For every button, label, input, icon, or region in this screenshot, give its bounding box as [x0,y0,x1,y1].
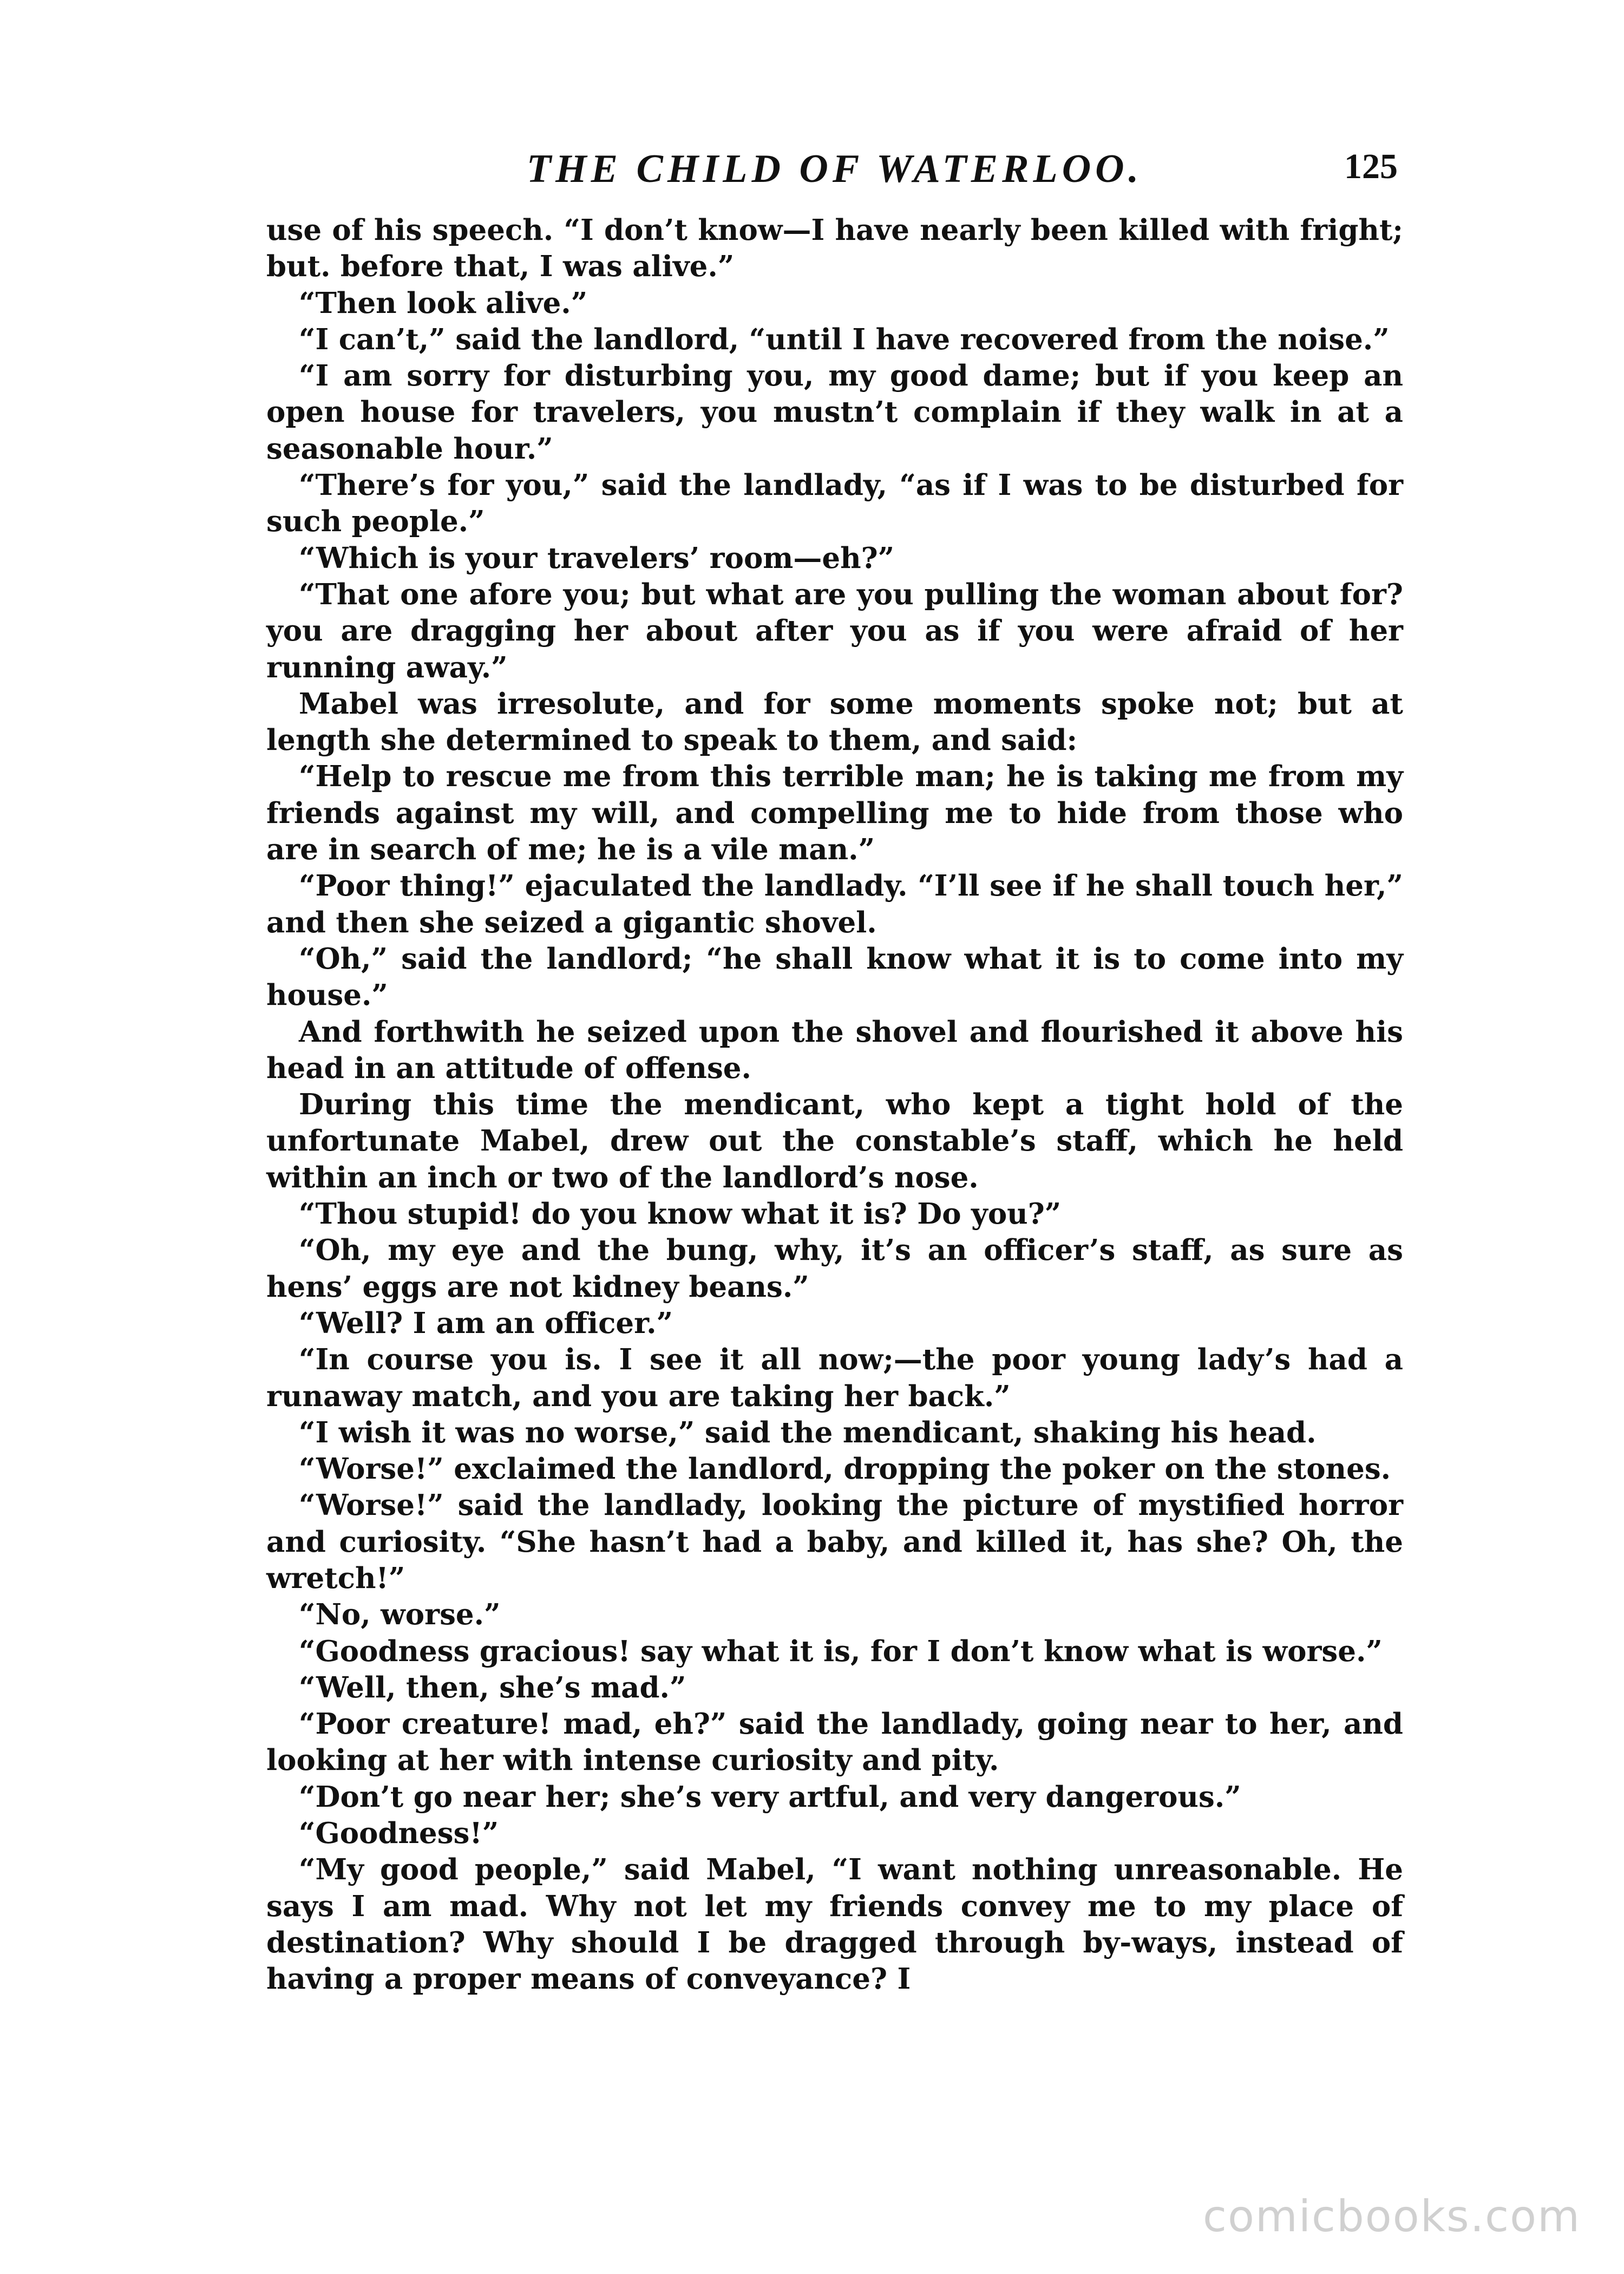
paragraph: “No, worse.” [299,1598,501,1632]
book-page [266,146,1403,2149]
page-number: 125 [1344,147,1398,186]
paragraph: “In course you is. I see it all now;—the poor young lady’s had a runaway match, and you are taking her back.” [266,1343,1403,1413]
paragraph: “Worse!” said the landlady, looking the picture of mystified horror and curiosity. “She hasn’t had a baby, and killed it, has she? Oh, the wretch!” [266,1488,1403,1595]
paragraph: “Thou stupid! do you know what it is? Do you?” [299,1197,1062,1231]
paragraph: “I am sorry for disturbing you, my good dame; but if you keep an open house for travelers, you mustn’t complain if they walk in at a seasonable hour.” [266,359,1403,466]
paragraph: “Don’t go near her; she’s very artful, and very dangerous.” [299,1780,1241,1814]
paragraph: During this time the mendicant, who kept a tight hold of the unfortunate Mabel, drew out the constable’s staff, which he held within an inch or two of the landlord’s nose. [266,1088,1403,1194]
paragraph: “Worse!” exclaimed the landlord, dropping the poker on the stones. [299,1452,1391,1486]
paragraph: “That one afore you; but what are you pulling the woman about for? you are dragging her about after you as if you were afraid of her running away.” [266,577,1403,684]
paragraph: “Help to rescue me from this terrible man; he is taking me from my friends against my will, and compelling me to hide from those who are in search of me; he is a vile man.” [266,760,1403,867]
paragraph: “My good people,” said Mabel, “I want nothing unreasonable. He says I am mad. Why not let my friends convey me to my place of destination? Why should I be dragged through by-ways, instead of having a proper means of conveyance? I [266,1853,1403,1996]
paragraph: “Well, then, she’s mad.” [299,1670,686,1704]
paragraph: And forthwith he seized upon the shovel and flourished it above his head in an attitude of offense. [266,1015,1403,1085]
paragraph: “Which is your travelers’ room—eh?” [299,541,895,575]
paragraph: “I wish it was no worse,” said the mendicant, shaking his head. [299,1415,1317,1449]
paragraph: “Goodness gracious! say what it is, for I don’t know what is worse.” [299,1634,1383,1668]
paragraph: Mabel was irresolute, and for some moments spoke not; but at length she determined to speak to them, and said: [266,687,1403,757]
paragraph: use of his speech. “I don’t know—I have nearly been killed with fright; but. before that, I was alive.” [266,213,1403,284]
page-header [266,146,1403,200]
paragraph: “Oh, my eye and the bung, why, it’s an officer’s staff, as sure as hens’ eggs are not kidney beans.” [266,1233,1403,1304]
running-title: THE CHILD OF WATERLOO. [526,147,1143,191]
paragraph: “Then look alive.” [299,286,588,320]
paragraph: “I can’t,” said the landlord, “until I have recovered from the noise.” [299,322,1390,356]
paragraph: “There’s for you,” said the landlady, “as if I was to be disturbed for such people.” [266,468,1403,539]
body-text [266,212,1403,1998]
paragraph: “Oh,” said the landlord; “he shall know what it is to come into my house.” [266,942,1403,1012]
paragraph: “Well? I am an officer.” [299,1306,673,1340]
paragraph: “Poor creature! mad, eh?” said the landlady, going near to her, and looking at her with intense curiosity and pity. [266,1707,1403,1778]
watermark: comicbooks.com [1202,2191,1581,2242]
paragraph: “Goodness!” [299,1816,499,1851]
paragraph: “Poor thing!” ejaculated the landlady. “I’ll see if he shall touch her,” and then she seized a gigantic shovel. [266,869,1403,939]
